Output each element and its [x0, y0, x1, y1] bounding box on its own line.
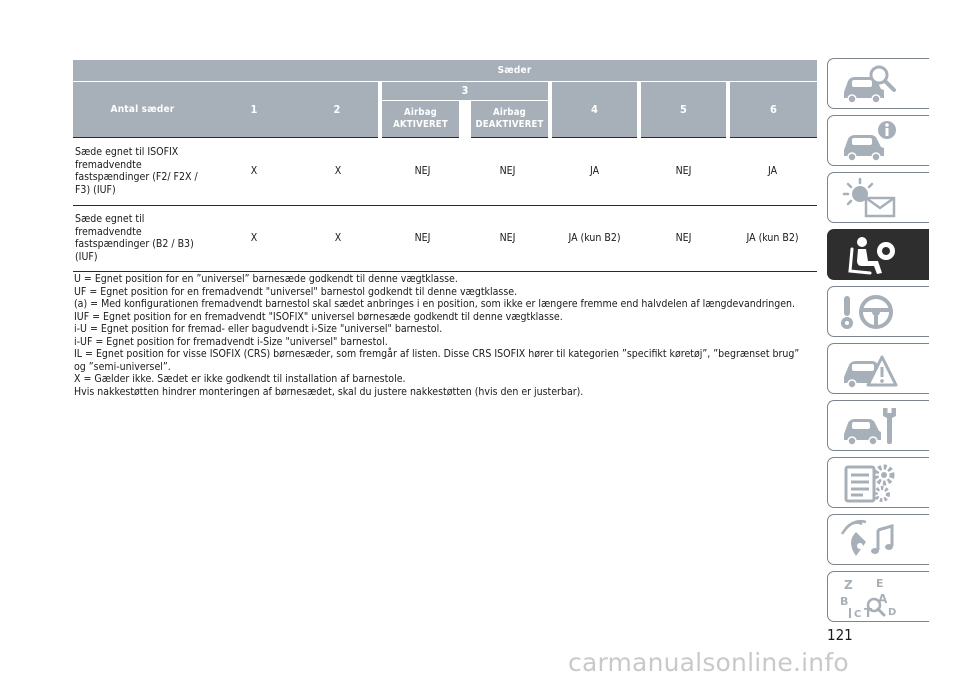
header-seat-count: Antal sæder — [73, 81, 212, 137]
table-cell: X — [212, 137, 296, 205]
header-airbag-active: Airbag AKTIVERET — [380, 100, 465, 137]
car-info-icon — [838, 119, 902, 164]
header-group-seats: Sæder — [212, 60, 817, 81]
index-letter: A — [878, 592, 888, 606]
alphabetical-index-icon — [838, 575, 902, 620]
chapter-sidebar — [827, 58, 929, 628]
chapter-tab-servicing[interactable] — [827, 400, 929, 451]
header-seat-2: 2 — [296, 81, 380, 137]
table-cell: X — [296, 205, 380, 271]
header-spacer — [73, 60, 212, 81]
header-seat-1: 1 — [212, 81, 296, 137]
chapter-tab-safety[interactable] — [827, 229, 929, 280]
index-letter: B — [840, 595, 849, 608]
table-row — [73, 205, 817, 271]
table-cell: X — [296, 137, 380, 205]
index-letter: C — [854, 609, 862, 620]
table-row — [73, 137, 817, 205]
watermark: carmanualsonline.info — [568, 648, 849, 677]
table-cell: NEJ — [639, 205, 728, 271]
note-i-u: i-U = Egnet position for fremad- eller bagudvendt i-Size "universel" barnestol. — [74, 323, 443, 335]
note-iuf: IUF = Egnet position for en fremadvendt "ISOFIX" universel børnesæde godkendt til denne vægtklasse. — [74, 310, 563, 323]
header-airbag-deactivated: Airbag DEAKTIVERET — [465, 100, 550, 137]
seated-person-airbag-icon — [838, 233, 902, 278]
multimedia-music-icon — [838, 518, 902, 563]
chapter-tab-dashboard[interactable] — [827, 115, 929, 166]
car-magnifier-icon — [838, 62, 902, 107]
header-seat-3: 3 — [380, 81, 550, 100]
chapter-tab-starting-driving[interactable] — [827, 286, 929, 337]
isofix-seat-table — [73, 60, 817, 272]
note-headrest: Hvis nakkestøtten hindrer monteringen af børnesædet, skal du justere nakkestøtten (hvis den er justerbar). — [74, 385, 584, 398]
index-letter: E — [876, 577, 884, 590]
table-cell: NEJ — [380, 205, 465, 271]
index-letter: T — [864, 606, 873, 620]
table-cell: NEJ — [465, 205, 550, 271]
note-u: U = Egnet position for en ”universel” barnesæde godkendt til denne vægtklasse. — [74, 273, 458, 285]
chapter-tab-warning-lights[interactable] — [827, 172, 929, 223]
note-a: (a) = Med konfigurationen fremadvendt barnestol skal sædet anbringes i en position, som ikke er længere fremme end halvdelen af længdevandringen. — [74, 298, 796, 310]
header-seat-4: 4 — [550, 81, 639, 137]
table-cell: NEJ — [465, 137, 550, 205]
page-number: 121 — [827, 626, 853, 644]
table-cell: JA (kun B2) — [728, 205, 817, 271]
header-seat-5: 5 — [639, 81, 728, 137]
table-cell: NEJ — [380, 137, 465, 205]
note-uf: UF = Egnet position for en fremadvendt "universel" barnestol godkendt til denne vægtklasse. — [74, 285, 518, 298]
car-wrench-icon — [838, 404, 902, 449]
index-letter: D — [888, 607, 897, 618]
row-label: Sæde egnet til ISOFIX fremadvendte fastspændinger (F2/ F2X / F3) (IUF) — [73, 137, 212, 205]
note-il: IL = Egnet position for visse ISOFIX (CRS) børnesæder, som fremgår af listen. Disse CRS ISOFIX hører til kategorien ”specifikt køretøj”, ”begrænset brug” og ”semi-universel”. — [74, 348, 800, 373]
index-letter: Z — [844, 578, 853, 592]
steering-wheel-key-icon — [838, 290, 902, 335]
table-cell: JA (kun B2) — [550, 205, 639, 271]
warning-light-envelope-icon — [838, 176, 902, 221]
note-x: X = Gælder ikke. Sædet er ikke godkendt til installation af barnestole. — [74, 373, 406, 385]
specs-gear-icon — [838, 461, 902, 506]
table-cell: X — [212, 205, 296, 271]
note-i-uf: i-UF = Egnet position for fremadvendt i-Size "universel" barnestol. — [74, 335, 388, 348]
chapter-tab-index[interactable] — [827, 571, 929, 622]
table-cell: JA — [728, 137, 817, 205]
row-label: Sæde egnet til fremadvendte fastspændinger (B2 / B3) (IUF) — [73, 205, 212, 271]
chapter-tab-technical-data[interactable] — [827, 457, 929, 508]
chapter-tab-emergency[interactable] — [827, 343, 929, 394]
legend-notes — [74, 273, 814, 398]
chapter-tab-multimedia[interactable] — [827, 514, 929, 565]
chapter-tab-getting-to-know[interactable] — [827, 58, 929, 109]
car-warning-triangle-icon — [838, 347, 902, 392]
table-cell: NEJ — [639, 137, 728, 205]
table-cell: JA — [550, 137, 639, 205]
header-seat-6: 6 — [728, 81, 817, 137]
